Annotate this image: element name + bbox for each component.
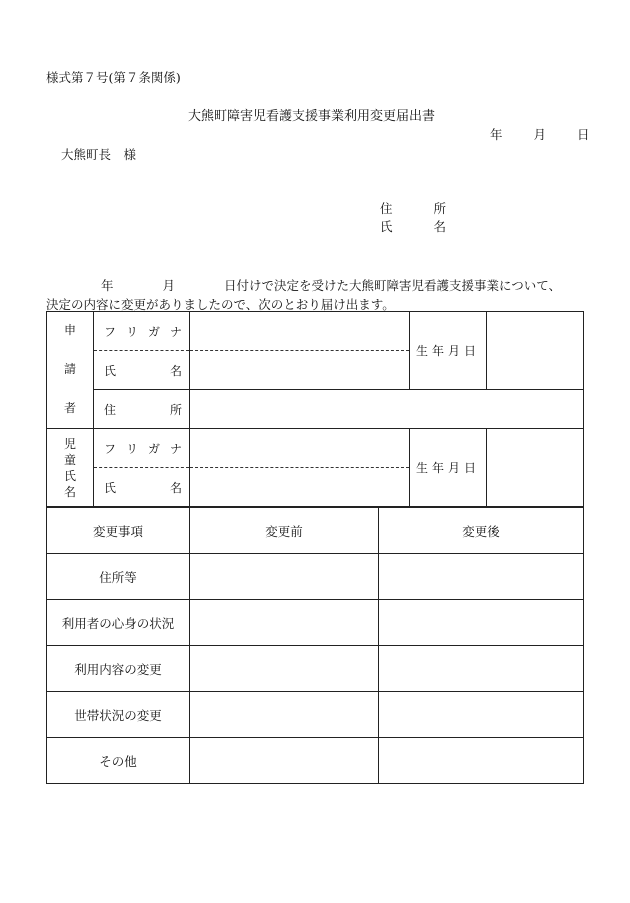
change-row-label: 利用者の心身の状況 [47,600,190,646]
header-after: 変更後 [379,508,584,554]
group-char: 申 [63,323,76,337]
form-number: 様式第７号(第７条関係) [46,70,181,85]
header-before: 変更前 [190,508,379,554]
change-row-label: その他 [47,738,190,784]
blank-year: 年 [101,278,114,293]
applicant-furigana-field[interactable] [190,312,410,351]
group-char: 者 [63,401,76,416]
change-after-field[interactable] [379,646,584,692]
date-day: 日 [577,127,590,142]
change-before-field[interactable] [190,692,379,738]
child-furigana-label: フ リ ガ ナ [94,429,190,468]
change-row-label: 住所等 [47,554,190,600]
body-line-1 [46,276,586,295]
applicant-name-field[interactable] [190,351,410,390]
addressee: 大熊町長 様 [61,147,137,162]
applicant-group-label [47,312,94,429]
applicant-name-label [380,221,446,234]
group-char: 請 [63,362,76,377]
date-line [490,129,590,142]
change-after-field[interactable] [379,692,584,738]
date-year: 年 [490,127,503,142]
child-name-label: 氏 名 [94,468,190,507]
name-char: 氏 [380,219,393,234]
child-furigana-field[interactable] [190,429,410,468]
body-text [46,276,586,314]
child-dob-field[interactable] [487,429,584,507]
applicant-dob-label: 生年月日 [410,312,487,390]
change-before-field[interactable] [190,646,379,692]
change-before-field[interactable] [190,738,379,784]
applicant-furigana-label: フ リ ガ ナ [94,312,190,351]
change-after-field[interactable] [379,738,584,784]
body-line-2: 決定の内容に変更がありましたので、次のとおり届け出ます。 [46,297,395,312]
applicant-address-label-cell: 住 所 [94,390,190,429]
change-row-label: 世帯状況の変更 [47,692,190,738]
address-char: 住 [380,201,393,216]
body-line-1-text: 日付けで決定を受けた大熊町障害児看護支援事業について、 [224,278,562,293]
child-dob-label: 生年月日 [410,429,487,507]
changes-table [46,507,584,784]
applicant-table [46,311,584,507]
change-before-field[interactable] [190,600,379,646]
header-change-item: 変更事項 [47,508,190,554]
change-before-field[interactable] [190,554,379,600]
date-month: 月 [533,127,547,142]
change-after-field[interactable] [379,554,584,600]
change-after-field[interactable] [379,600,584,646]
child-name-field[interactable] [190,468,410,507]
child-group-label: 児 童 氏 名 [47,429,94,507]
applicant-dob-field[interactable] [487,312,584,390]
applicant-address-label [380,203,446,216]
applicant-name-label: 氏 名 [94,351,190,390]
applicant-address-field[interactable] [190,390,584,429]
change-row-label: 利用内容の変更 [47,646,190,692]
document-title: 大熊町障害児看護支援事業利用変更届出書 [188,109,436,124]
name-char: 名 [433,219,447,234]
blank-month: 月 [162,278,176,293]
address-char: 所 [433,201,447,216]
